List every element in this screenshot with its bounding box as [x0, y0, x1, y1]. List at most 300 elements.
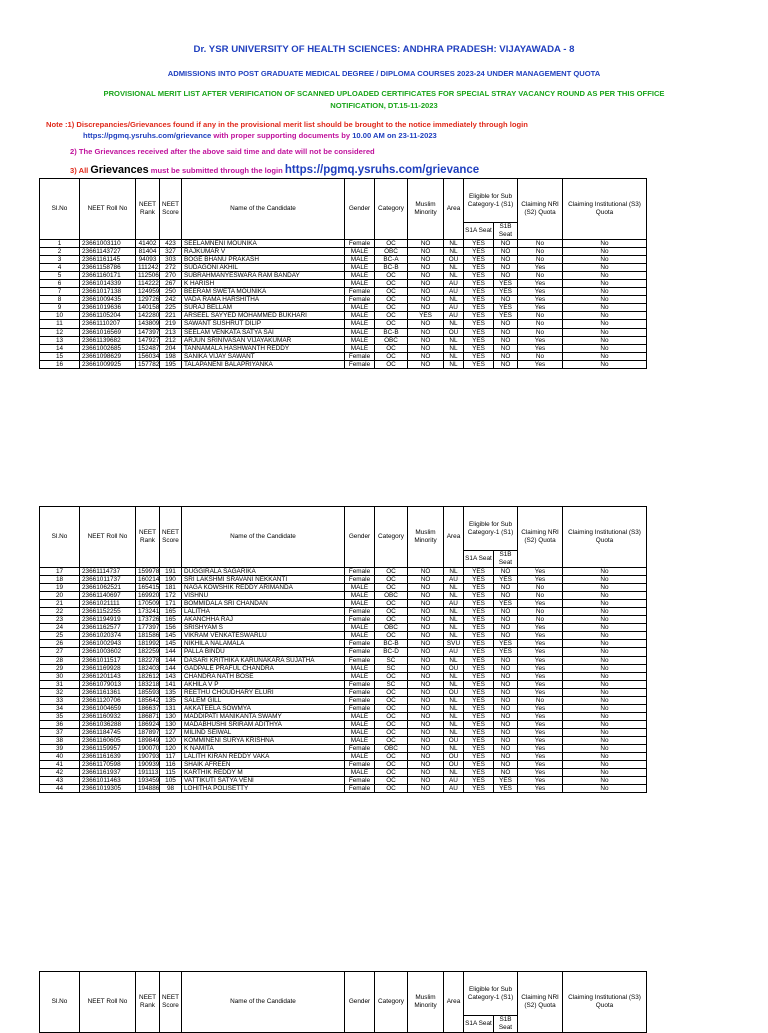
- header-roll: NEET Roll No: [80, 507, 136, 568]
- cell-rank: 41402: [136, 240, 160, 248]
- cell-s1a-seat: YES: [464, 753, 494, 761]
- cell-gender: MALE: [345, 336, 375, 344]
- cell-nri-quota: Yes: [518, 664, 563, 672]
- cell-institutional-quota: No: [563, 745, 647, 753]
- cell-category: OC: [375, 712, 408, 720]
- cell-s1a-seat: YES: [464, 640, 494, 648]
- cell-nri-quota: Yes: [518, 688, 563, 696]
- cell-slno: 33: [40, 696, 80, 704]
- merit-table-3: [39, 971, 647, 1033]
- cell-rank: 94093: [136, 256, 160, 264]
- cell-muslim-minority: NO: [408, 304, 444, 312]
- cell-nri-quota: Yes: [518, 769, 563, 777]
- cell-gender: MALE: [345, 769, 375, 777]
- cell-score: 191: [160, 568, 182, 576]
- cell-rank: 111242: [136, 264, 160, 272]
- cell-gender: Female: [345, 696, 375, 704]
- cell-candidate-name: LOHITHA POLISETTY: [182, 785, 345, 793]
- cell-nri-quota: Yes: [518, 777, 563, 785]
- cell-roll-no: 23661139682: [80, 336, 136, 344]
- table-row: [40, 761, 647, 769]
- cell-area: AU: [444, 280, 464, 288]
- cell-slno: 7: [40, 288, 80, 296]
- cell-category: OC: [375, 632, 408, 640]
- cell-rank: 182278: [136, 656, 160, 664]
- cell-roll-no: 23661016569: [80, 328, 136, 336]
- cell-gender: Female: [345, 568, 375, 576]
- cell-gender: MALE: [345, 248, 375, 256]
- cell-muslim-minority: NO: [408, 632, 444, 640]
- cell-rank: 181992: [136, 640, 160, 648]
- cell-candidate-name: VATTIKUTI SATYA VENI: [182, 777, 345, 785]
- cell-slno: 40: [40, 753, 80, 761]
- cell-muslim-minority: NO: [408, 328, 444, 336]
- cell-slno: 41: [40, 761, 80, 769]
- cell-nri-quota: No: [518, 256, 563, 264]
- cell-score: 242: [160, 296, 182, 304]
- cell-s1a-seat: YES: [464, 320, 494, 328]
- cell-score: 225: [160, 304, 182, 312]
- cell-area: NL: [444, 624, 464, 632]
- table-row: [40, 576, 647, 584]
- cell-candidate-name: KARTHIK REDDY M: [182, 769, 345, 777]
- cell-institutional-quota: No: [563, 592, 647, 600]
- cell-s1b-seat: NO: [494, 336, 518, 344]
- cell-s1a-seat: YES: [464, 688, 494, 696]
- cell-s1a-seat: YES: [464, 240, 494, 248]
- table-row: [40, 704, 647, 712]
- cell-s1b-seat: NO: [494, 272, 518, 280]
- cell-institutional-quota: No: [563, 761, 647, 769]
- cell-slno: 13: [40, 336, 80, 344]
- cell-rank: 129726: [136, 296, 160, 304]
- cell-roll-no: 23661009435: [80, 296, 136, 304]
- cell-roll-no: 23661114737: [80, 568, 136, 576]
- table-row: [40, 584, 647, 592]
- cell-nri-quota: Yes: [518, 680, 563, 688]
- header-s1b: S1B Seat: [494, 223, 518, 240]
- cell-roll-no: 23661110207: [80, 320, 136, 328]
- cell-category: OBC: [375, 624, 408, 632]
- cell-score: 250: [160, 288, 182, 296]
- cell-roll-no: 23661004659: [80, 704, 136, 712]
- cell-nri-quota: Yes: [518, 704, 563, 712]
- cell-muslim-minority: NO: [408, 745, 444, 753]
- cell-muslim-minority: NO: [408, 568, 444, 576]
- cell-candidate-name: DUGGIRALA SAGARIKA: [182, 568, 345, 576]
- cell-score: 165: [160, 608, 182, 616]
- cell-category: OC: [375, 616, 408, 624]
- cell-score: 105: [160, 777, 182, 785]
- cell-candidate-name: VADA RAMA HARSHITHA: [182, 296, 345, 304]
- cell-s1a-seat: YES: [464, 296, 494, 304]
- cell-roll-no: 23661170598: [80, 761, 136, 769]
- cell-area: AU: [444, 304, 464, 312]
- cell-rank: 193459: [136, 777, 160, 785]
- header-roll: NEET Roll No: [80, 972, 136, 1033]
- cell-slno: 32: [40, 688, 80, 696]
- header-rank: NEET Rank: [136, 972, 160, 1033]
- cell-roll-no: 23661160605: [80, 736, 136, 744]
- cell-institutional-quota: No: [563, 785, 647, 793]
- cell-slno: 10: [40, 312, 80, 320]
- cell-s1b-seat: NO: [494, 696, 518, 704]
- table-row: [40, 672, 647, 680]
- cell-score: 303: [160, 256, 182, 264]
- cell-s1b-seat: NO: [494, 680, 518, 688]
- cell-s1b-seat: NO: [494, 344, 518, 352]
- cell-rank: 157782: [136, 360, 160, 368]
- cell-category: OC: [375, 360, 408, 368]
- note-1-middle: with proper supporting documents by: [211, 131, 353, 140]
- cell-roll-no: 23661143727: [80, 248, 136, 256]
- cell-s1a-seat: YES: [464, 769, 494, 777]
- table-2-body: [40, 568, 647, 793]
- cell-nri-quota: Yes: [518, 264, 563, 272]
- cell-candidate-name: TALAPANENI BALAPRIYANKA: [182, 360, 345, 368]
- header-roll: NEET Roll No: [80, 179, 136, 240]
- cell-muslim-minority: NO: [408, 336, 444, 344]
- grievance-link-2[interactable]: https://pgmq.ysruhs.com/grievance: [284, 164, 480, 176]
- cell-category: BC-B: [375, 264, 408, 272]
- cell-institutional-quota: No: [563, 656, 647, 664]
- table-row: [40, 745, 647, 753]
- table-row: [40, 240, 647, 248]
- cell-institutional-quota: No: [563, 344, 647, 352]
- cell-nri-quota: Yes: [518, 745, 563, 753]
- cell-institutional-quota: No: [563, 608, 647, 616]
- cell-nri-quota: Yes: [518, 600, 563, 608]
- cell-candidate-name: NAGA KOWSHIK REDDY ARIMANDA: [182, 584, 345, 592]
- cell-roll-no: 23661201143: [80, 672, 136, 680]
- cell-s1b-seat: NO: [494, 328, 518, 336]
- cell-nri-quota: No: [518, 320, 563, 328]
- cell-rank: 182259: [136, 648, 160, 656]
- cell-roll-no: 23661021111: [80, 600, 136, 608]
- cell-institutional-quota: No: [563, 296, 647, 304]
- cell-area: NL: [444, 272, 464, 280]
- cell-slno: 11: [40, 320, 80, 328]
- cell-slno: 26: [40, 640, 80, 648]
- cell-gender: Female: [345, 745, 375, 753]
- cell-candidate-name: SAWANT SUSHRUT DILIP: [182, 320, 345, 328]
- header-gender: Gender: [345, 507, 375, 568]
- header-muslim: Muslim Minority: [408, 972, 444, 1033]
- note-2: [70, 147, 375, 156]
- table-row: [40, 288, 647, 296]
- cell-nri-quota: No: [518, 312, 563, 320]
- cell-candidate-name: SEELAM VENKATA SATYA SAI: [182, 328, 345, 336]
- header-s1b: S1B Seat: [494, 551, 518, 568]
- cell-gender: Female: [345, 288, 375, 296]
- cell-score: 327: [160, 248, 182, 256]
- cell-institutional-quota: No: [563, 280, 647, 288]
- table-row: [40, 785, 647, 793]
- cell-institutional-quota: No: [563, 360, 647, 368]
- table-row: [40, 688, 647, 696]
- header-score: NEET Score: [160, 179, 182, 240]
- header-s2: Claiming NRI (S2) Quota: [518, 507, 563, 568]
- cell-rank: 186637: [136, 704, 160, 712]
- table-row: [40, 592, 647, 600]
- cell-area: OU: [444, 736, 464, 744]
- cell-slno: 30: [40, 672, 80, 680]
- cell-gender: MALE: [345, 753, 375, 761]
- table-row: [40, 712, 647, 720]
- cell-muslim-minority: NO: [408, 696, 444, 704]
- cell-score: 144: [160, 664, 182, 672]
- cell-nri-quota: Yes: [518, 304, 563, 312]
- cell-s1b-seat: NO: [494, 296, 518, 304]
- cell-s1a-seat: YES: [464, 736, 494, 744]
- table-row: [40, 624, 647, 632]
- cell-score: 195: [160, 360, 182, 368]
- cell-s1b-seat: NO: [494, 736, 518, 744]
- cell-roll-no: 23661011737: [80, 576, 136, 584]
- cell-muslim-minority: NO: [408, 656, 444, 664]
- cell-muslim-minority: NO: [408, 608, 444, 616]
- cell-s1a-seat: YES: [464, 632, 494, 640]
- cell-institutional-quota: No: [563, 720, 647, 728]
- cell-muslim-minority: YES: [408, 312, 444, 320]
- cell-rank: 160214: [136, 576, 160, 584]
- cell-nri-quota: Yes: [518, 640, 563, 648]
- table-row: [40, 272, 647, 280]
- header-s3: Claiming Institutional (S3) Quota: [563, 972, 647, 1033]
- cell-slno: 4: [40, 264, 80, 272]
- cell-area: NL: [444, 680, 464, 688]
- cell-area: NL: [444, 248, 464, 256]
- cell-institutional-quota: No: [563, 352, 647, 360]
- header-s1: Eligible for Sub Category-1 (S1): [464, 972, 518, 1016]
- cell-nri-quota: No: [518, 248, 563, 256]
- note-3-grievances: Grievances: [90, 164, 149, 176]
- cell-rank: 124959: [136, 288, 160, 296]
- cell-s1a-seat: YES: [464, 664, 494, 672]
- cell-muslim-minority: NO: [408, 785, 444, 793]
- cell-institutional-quota: No: [563, 272, 647, 280]
- cell-nri-quota: Yes: [518, 761, 563, 769]
- header-slno: Sl.No: [40, 507, 80, 568]
- cell-institutional-quota: No: [563, 248, 647, 256]
- cell-s1b-seat: NO: [494, 264, 518, 272]
- cell-score: 143: [160, 672, 182, 680]
- cell-muslim-minority: NO: [408, 344, 444, 352]
- cell-muslim-minority: NO: [408, 728, 444, 736]
- cell-candidate-name: SRI LAKSHMI SRAVANI NEKKANTI: [182, 576, 345, 584]
- cell-category: OC: [375, 704, 408, 712]
- cell-gender: MALE: [345, 712, 375, 720]
- cell-s1b-seat: NO: [494, 240, 518, 248]
- cell-category: OBC: [375, 248, 408, 256]
- university-title: Dr. YSR UNIVERSITY OF HEALTH SCIENCES: ANDHRA PRADESH: VIJAYAWADA - 8: [193, 44, 575, 55]
- cell-s1b-seat: NO: [494, 616, 518, 624]
- cell-slno: 25: [40, 632, 80, 640]
- cell-score: 130: [160, 712, 182, 720]
- cell-s1a-seat: YES: [464, 680, 494, 688]
- cell-s1b-seat: YES: [494, 304, 518, 312]
- cell-gender: Female: [345, 688, 375, 696]
- provisional-merit-heading: PROVISIONAL MERIT LIST AFTER VERIFICATION OF SCANNED UPLOADED CERTIFICATES FOR SPECIAL STRAY VACANCY ROUND AS PER THIS OFFICE: [103, 89, 665, 98]
- cell-category: OBC: [375, 745, 408, 753]
- cell-gender: MALE: [345, 272, 375, 280]
- cell-roll-no: 23661161361: [80, 688, 136, 696]
- cell-category: OC: [375, 584, 408, 592]
- cell-candidate-name: RAJKUMAR V: [182, 248, 345, 256]
- cell-roll-no: 23661184745: [80, 728, 136, 736]
- cell-slno: 34: [40, 704, 80, 712]
- table-row: [40, 304, 647, 312]
- cell-s1b-seat: YES: [494, 280, 518, 288]
- cell-s1b-seat: YES: [494, 648, 518, 656]
- cell-rank: 190939: [136, 761, 160, 769]
- cell-roll-no: 23661014339: [80, 280, 136, 288]
- cell-s1a-seat: YES: [464, 576, 494, 584]
- cell-gender: Female: [345, 785, 375, 793]
- merit-table-2: [39, 506, 647, 793]
- cell-nri-quota: Yes: [518, 576, 563, 584]
- cell-roll-no: 23661062521: [80, 584, 136, 592]
- cell-score: 165: [160, 616, 182, 624]
- cell-candidate-name: SEELAMNENI MOUNIKA: [182, 240, 345, 248]
- cell-slno: 2: [40, 248, 80, 256]
- cell-candidate-name: TANNAMALA HASHWANTH REDDY: [182, 344, 345, 352]
- cell-nri-quota: Yes: [518, 632, 563, 640]
- cell-rank: 181586: [136, 632, 160, 640]
- cell-slno: 38: [40, 736, 80, 744]
- cell-candidate-name: REETHU CHOUDHARY ELURI: [182, 688, 345, 696]
- cell-slno: 23: [40, 616, 80, 624]
- table-row: [40, 640, 647, 648]
- cell-category: OC: [375, 728, 408, 736]
- table-row: [40, 736, 647, 744]
- cell-category: OC: [375, 304, 408, 312]
- cell-gender: MALE: [345, 592, 375, 600]
- cell-s1a-seat: YES: [464, 336, 494, 344]
- cell-gender: MALE: [345, 256, 375, 264]
- notification-date-heading: NOTIFICATION, DT.15-11-2023: [330, 101, 438, 110]
- cell-roll-no: 23661161639: [80, 753, 136, 761]
- cell-category: OC: [375, 608, 408, 616]
- cell-muslim-minority: NO: [408, 576, 444, 584]
- cell-candidate-name: SURAJ BELLAM: [182, 304, 345, 312]
- cell-s1a-seat: YES: [464, 648, 494, 656]
- header-name: Name of the Candidate: [182, 972, 345, 1033]
- cell-s1a-seat: YES: [464, 600, 494, 608]
- cell-roll-no: 23661160171: [80, 272, 136, 280]
- cell-rank: 182403: [136, 664, 160, 672]
- header-s1: Eligible for Sub Category-1 (S1): [464, 179, 518, 223]
- cell-category: BC-B: [375, 640, 408, 648]
- cell-nri-quota: No: [518, 608, 563, 616]
- cell-roll-no: 23661019305: [80, 785, 136, 793]
- table-row: [40, 328, 647, 336]
- cell-score: 131: [160, 704, 182, 712]
- cell-candidate-name: BOGE BHANU PRAKASH: [182, 256, 345, 264]
- cell-slno: 44: [40, 785, 80, 793]
- cell-category: OC: [375, 288, 408, 296]
- cell-gender: MALE: [345, 584, 375, 592]
- cell-slno: 24: [40, 624, 80, 632]
- cell-s1b-seat: YES: [494, 600, 518, 608]
- cell-s1a-seat: YES: [464, 761, 494, 769]
- cell-candidate-name: AKKATEELA SOWMYA: [182, 704, 345, 712]
- cell-gender: MALE: [345, 344, 375, 352]
- cell-category: OC: [375, 576, 408, 584]
- cell-nri-quota: No: [518, 240, 563, 248]
- cell-area: NL: [444, 632, 464, 640]
- cell-slno: 43: [40, 777, 80, 785]
- cell-slno: 29: [40, 664, 80, 672]
- cell-slno: 18: [40, 576, 80, 584]
- cell-slno: 5: [40, 272, 80, 280]
- header-gender: Gender: [345, 972, 375, 1033]
- cell-candidate-name: DASARI KRITHIKA KARUNAKARA SUJATHA: [182, 656, 345, 664]
- cell-s1b-seat: NO: [494, 360, 518, 368]
- cell-roll-no: 23661120706: [80, 696, 136, 704]
- cell-category: OC: [375, 240, 408, 248]
- cell-muslim-minority: NO: [408, 352, 444, 360]
- cell-institutional-quota: No: [563, 624, 647, 632]
- cell-s1a-seat: YES: [464, 672, 494, 680]
- cell-slno: 12: [40, 328, 80, 336]
- cell-candidate-name: SALEM GILL: [182, 696, 345, 704]
- cell-s1b-seat: NO: [494, 769, 518, 777]
- cell-roll-no: 23661020374: [80, 632, 136, 640]
- cell-gender: Female: [345, 704, 375, 712]
- cell-gender: Female: [345, 608, 375, 616]
- cell-slno: 37: [40, 728, 80, 736]
- cell-slno: 1: [40, 240, 80, 248]
- cell-muslim-minority: NO: [408, 360, 444, 368]
- header-s1a: S1A Seat: [464, 223, 494, 240]
- cell-gender: MALE: [345, 312, 375, 320]
- cell-s1b-seat: NO: [494, 753, 518, 761]
- cell-s1b-seat: NO: [494, 256, 518, 264]
- cell-s1a-seat: YES: [464, 720, 494, 728]
- cell-muslim-minority: NO: [408, 288, 444, 296]
- admissions-subtitle: ADMISSIONS INTO POST GRADUATE MEDICAL DEGREE / DIPLOMA COURSES 2023-24 UNDER MANAGEMENT QUOTA: [167, 69, 601, 78]
- cell-candidate-name: AKHILA V P: [182, 680, 345, 688]
- cell-muslim-minority: NO: [408, 296, 444, 304]
- cell-slno: 35: [40, 712, 80, 720]
- cell-s1b-seat: NO: [494, 568, 518, 576]
- table-row: [40, 280, 647, 288]
- cell-muslim-minority: NO: [408, 704, 444, 712]
- cell-candidate-name: K HARISH: [182, 280, 345, 288]
- cell-category: OC: [375, 280, 408, 288]
- table-row: [40, 320, 647, 328]
- cell-score: 212: [160, 336, 182, 344]
- cell-candidate-name: BEERAM SWETA MOUNIKA: [182, 288, 345, 296]
- cell-nri-quota: Yes: [518, 736, 563, 744]
- cell-rank: 156034: [136, 352, 160, 360]
- cell-area: AU: [444, 312, 464, 320]
- cell-rank: 142280: [136, 312, 160, 320]
- cell-rank: 183218: [136, 680, 160, 688]
- header-s1b: S1B Seat: [494, 1016, 518, 1033]
- cell-area: NL: [444, 584, 464, 592]
- cell-slno: 19: [40, 584, 80, 592]
- cell-s1b-seat: NO: [494, 672, 518, 680]
- table-row: [40, 777, 647, 785]
- cell-institutional-quota: No: [563, 696, 647, 704]
- cell-roll-no: 23661159957: [80, 745, 136, 753]
- grievance-link[interactable]: https://pgmq.ysruhs.com/grievance: [83, 131, 212, 140]
- cell-muslim-minority: NO: [408, 600, 444, 608]
- cell-rank: 190070: [136, 745, 160, 753]
- cell-muslim-minority: NO: [408, 272, 444, 280]
